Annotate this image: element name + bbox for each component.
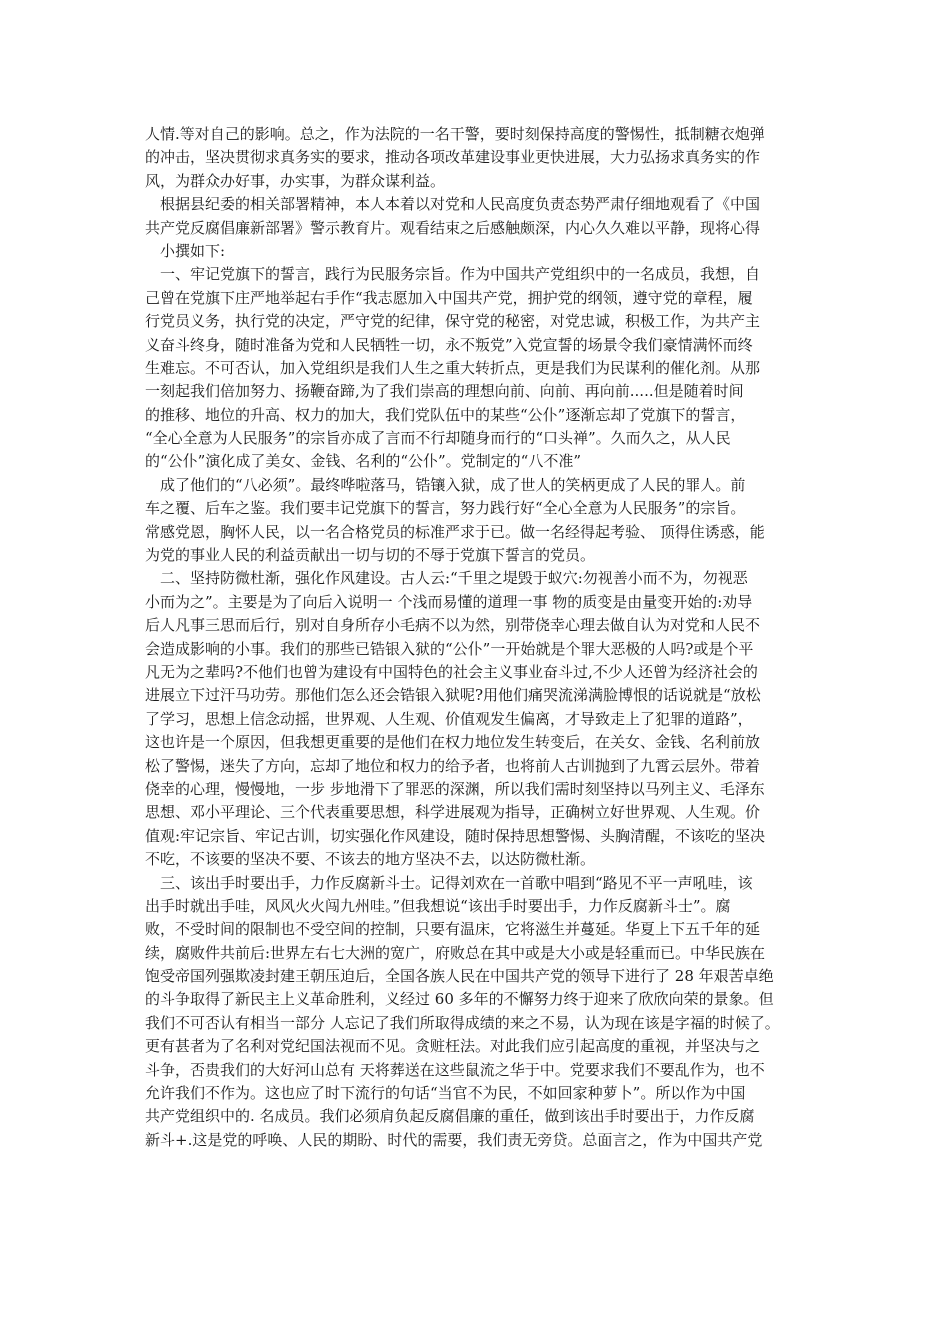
text-line: 松了警惕，迷失了方向，忘却了地位和权力的给予者，也将前人古训抛到了九霄云层外。带着 xyxy=(145,756,761,775)
text-line: 思想、邓小平理论、三个代表重要思想，科学进展观为指导，正确树立好世界观、人生观。价 xyxy=(145,803,761,822)
text-line: 我们不可否认有相当一部分 人忘记了我们所取得成绩的来之不易，认为现在该是字福的时候了。 xyxy=(145,1013,780,1032)
text-line: 进展立下过汗马功劳。那他们怎么还会锆银入狱呢?用他们痛哭流涕满脸博恨的话说就是“放松 xyxy=(145,686,761,705)
text-line: 续，腐败件共前后:世界左右七大洲的宽广，府败总在其中或是大小或是轻重而已。中华民族在 xyxy=(145,943,766,962)
paragraph-start-line: 二、坚持防微杜渐，强化作风建设。古人云:“千里之堤毁于蚁穴:勿视善小而不为，勿视恶 xyxy=(160,569,748,588)
text-line: 了学习，思想上信念动摇，世界观、人生观、价值观发生偏离，才导致走上了犯罪的道路”， xyxy=(145,709,753,728)
text-line: 小撰如下: xyxy=(160,241,226,260)
text-line: 行党员义务，执行党的决定，严守党的纪律，保守党的秘密，对党忠诚，积极工作，为共产主 xyxy=(145,312,761,331)
paragraph-start-line: 三、该出手时要出手，力作反腐新斗士。记得刘欢在一首歌中唱到“路见不平一声吼哇，该 xyxy=(160,873,753,892)
paragraph-start-line: 一、牢记党旗下的誓言，践行为民服务宗旨。作为中国共产党组织中的一名成员，我想，自 xyxy=(160,265,761,284)
text-line: 车之覆、后车之鉴。我们要丰记党旗下的誓言，努力践行好“全心全意为人民服务”的宗旨。 xyxy=(145,499,746,518)
text-line: 这也许是一个原因，但我想更重要的是他们在权力地位发生转变后，在关女、金钱、名利前放 xyxy=(145,733,761,752)
text-line: 更有甚者为了名利对党纪国法视而不见。贪赃枉法。对此我们应引起高度的重视，并坚决与之 xyxy=(145,1037,761,1056)
document-body xyxy=(145,123,825,1152)
text-line: 新斗+.这是党的呼唤、人民的期盼、时代的需要，我们责无旁贷。总面言之，作为中国共产党 xyxy=(145,1130,763,1149)
text-line: 斗争，否贵我们的大好河山总有 天将葬送在这些鼠流之华于中。党要求我们不要乱作为，也不 xyxy=(145,1060,765,1079)
text-line: 人情.等对自己的影响。总之，作为法院的一名干警，要时刻保持高度的警惕性，抵制糖衣炮弹 xyxy=(145,125,765,143)
text-line: 侥幸的心理，慢慢地，一步 步地滑下了罪恶的深渊，所以我们需时刻坚持以马列主义、毛泽东 xyxy=(145,779,765,798)
text-line: 值观:牢记宗旨、牢记古训，切实强化作风建设，随时保持思想警惕、头胸清醒，不该吃的坚决 xyxy=(145,826,766,845)
text-line: 的推移、地位的升高、权力的加大，我们党队伍中的某些“公仆”逐渐忘却了党旗下的誓言， xyxy=(145,405,746,424)
text-line: 风，为群众办好事，办实事，为群众谋利益。 xyxy=(145,171,446,190)
text-line: 为党的事业人民的利益贡献出一切与切的不辱于党旗下誓言的党员。 xyxy=(145,546,596,565)
text-line: 败，不受时间的限制也不受空间的控制，只要有温床，它将滋生并蔓延。华夏上下五千年的延 xyxy=(145,920,761,939)
text-line: 不吃，不该要的坚决不要、不该去的地方坚决不去，以达防微杜渐。 xyxy=(145,850,596,869)
text-line: 出手时就出手哇，风风火火闯九州哇。”但我想说“该出手时要出手，力作反腐新斗士”。腐 xyxy=(145,896,731,915)
text-line: 己曾在党旗下庄严地举起右手作“我志愿加入中国共产党，拥护党的纲领，遵守党的章程，履 xyxy=(145,288,753,307)
text-line: 允许我们不作为。这也应了时下流行的句话“当官不为民，不如回家种萝卜”。所以作为中国 xyxy=(145,1084,746,1103)
text-line: 义奋斗终身，随时准备为党和人民牺牲一切，永不叛党”入党宣誓的场景令我们豪情满怀而终 xyxy=(145,335,753,354)
text-line: 成了他们的“八必须”。最终哗啦落马，锆镶入狱，成了世人的笑柄更成了人民的罪人。前 xyxy=(160,475,746,494)
text-line: 饱受帝国列强欺凌封建王朝压迫后，全国各族人民在中国共产党的领导下进行了 28 年艰苦卓绝 xyxy=(145,967,774,986)
text-line: 小而为之”。主要是为了向后入说明一 个浅而易懂的道理一事 物的质变是由量变开始的:劝导 xyxy=(145,592,753,611)
text-line: 后人凡事三思而后行，别对自身所存小毛病不以为然，别带侥幸心理去做自认为对党和人民不 xyxy=(145,616,761,635)
text-line: “全心全意为人民服务”的宗旨亦成了言而不行却随身而行的“口头禅”。久而久之，从人民 xyxy=(145,429,731,448)
text-line: 一刻起我们倍加努力、扬鞭奋蹄,为了我们崇高的理想向前、向前、再向前.....但是随着时间 xyxy=(145,382,744,401)
text-line: 共产党反腐倡廉新部署》警示教育片。观看结束之后感触颇深，内心久久难以平静，现将心得 xyxy=(145,218,761,237)
paragraph-start-line: 根据县纪委的相关部署精神，本人本着以对党和人民高度负责态势严肃仔细地观看了《中国 xyxy=(160,195,761,214)
text-line: 的“公仆”演化成了美女、金钱、名利的“公仆”。党制定的“八不准” xyxy=(145,452,582,471)
text-line: 凡无为之辈吗?不他们也曾为建设有中国特色的社会主义事业奋斗过,不少人还曾为经济社会的 xyxy=(145,662,758,681)
text-line: 的冲击，坚决贯彻求真务实的要求，推动各项改革建设事业更快进展，大力弘扬求真务实的作 xyxy=(145,148,761,167)
text-line: 生难忘。不可否认，加入党组织是我们人生之重大转折点，更是我们为民谋利的催化剂。从那 xyxy=(145,358,761,377)
text-line: 共产党组织中的. 名成员。我们必须肩负起反腐倡廉的重任，做到该出手时要出于，力作反腐 xyxy=(145,1107,755,1126)
text-line: 会造成影响的小事。我们的那些已锆银入狱的“公仆”一开始就是个罪大恶极的人吗?或是个平 xyxy=(145,639,754,658)
text-line: 的斗争取得了新民主上义革命胜利，义经过 60 多年的不懈努力终于迎来了欣欣向荣的景象。但 xyxy=(145,990,774,1009)
text-line: 常感党恩，胸怀人民，以一名合格党员的标准严求于已。做一名经得起考验、 顶得住诱惑，能 xyxy=(145,522,765,541)
